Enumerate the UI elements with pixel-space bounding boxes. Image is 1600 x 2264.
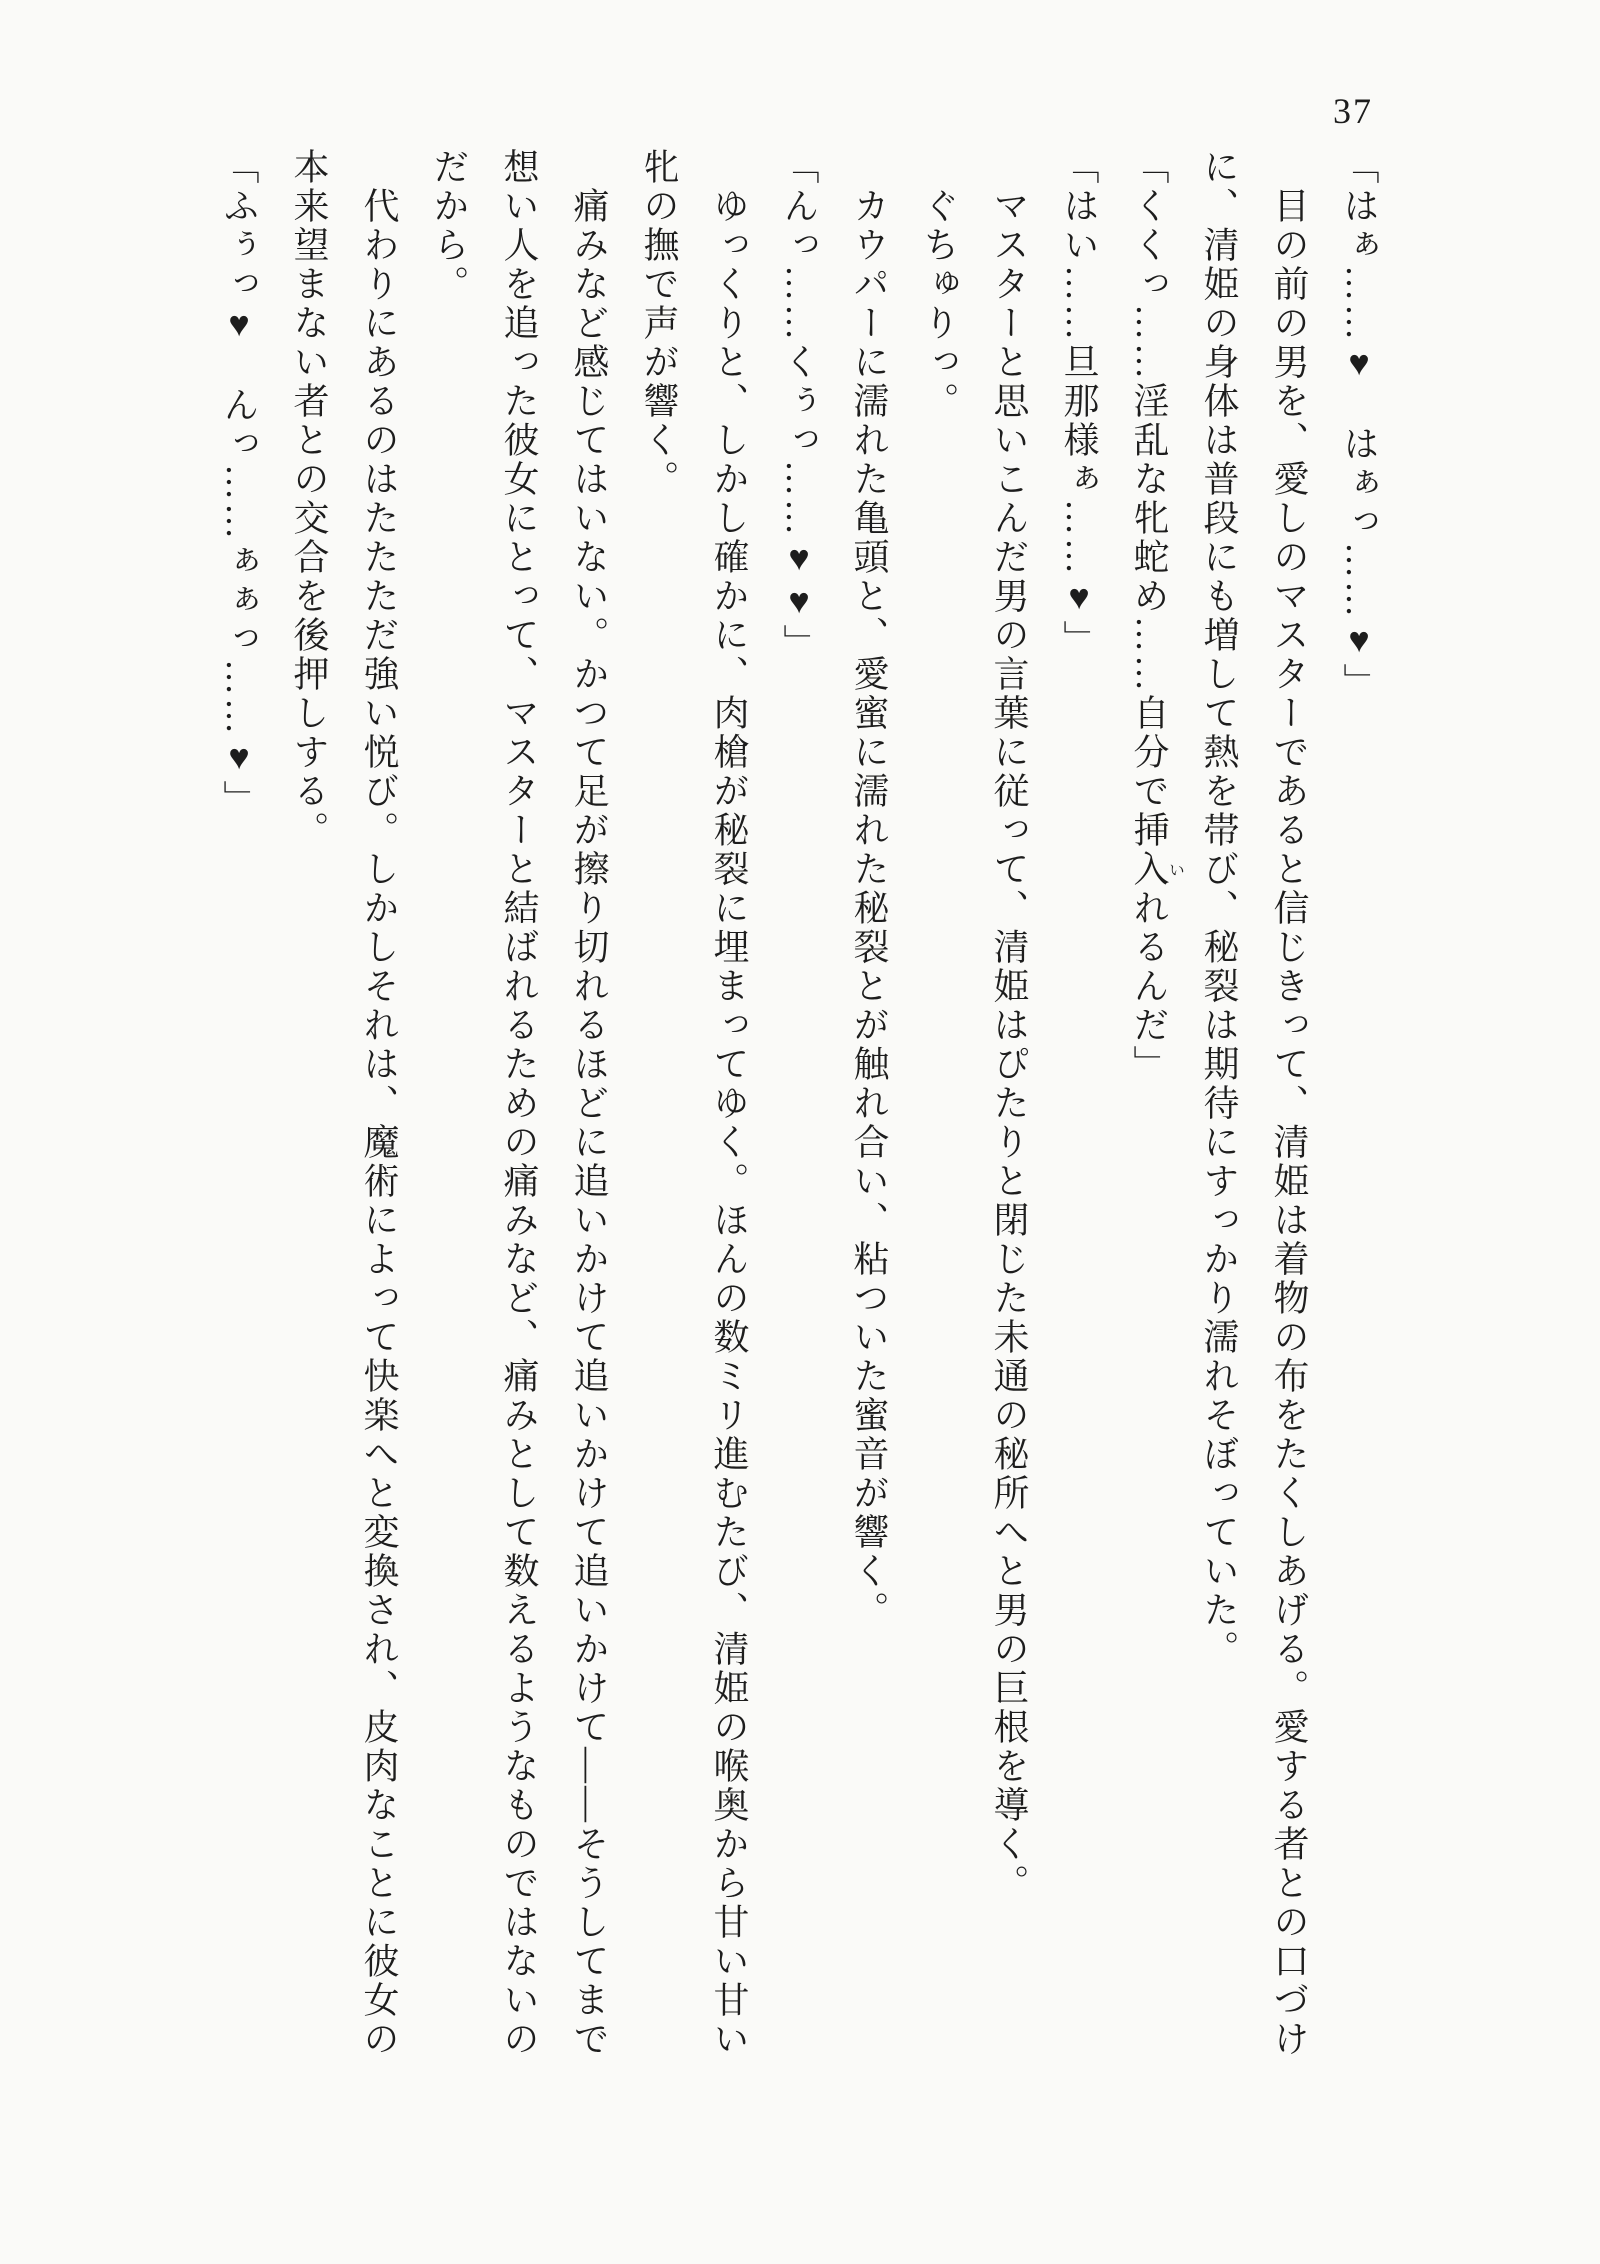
page-number: 37 [1333, 91, 1373, 131]
text-column: 牝の撫で声が響く。 [639, 148, 679, 499]
text-column: ぐちゅりっ。 [919, 148, 959, 421]
text-column: だから。 [429, 148, 469, 304]
text-column: 「はぁ……♥ はぁっ……♥」 [1339, 148, 1379, 702]
text-column: 想い人を追った彼女にとって、マスターと結ばれるための痛みなど、痛みとして数えるようなものではないの [499, 148, 539, 2059]
text-column: 「んっ……くぅっ……♥♥」 [779, 148, 819, 663]
text-column: 代わりにあるのはたたただ強い悦び。しかしそれは、魔術によって快楽へと変換され、皮肉なことに彼女の [359, 148, 399, 2059]
ruby-annotated-kanji: 入い [1129, 850, 1184, 889]
text-column: 「くくっ……淫乱な牝蛇め……自分で挿入いれるんだ」 [1129, 148, 1184, 1084]
text-column: 目の前の男を、愛しのマスターであると信じきって、清姫は着物の布をたくしあげる。愛する者との口づけ [1269, 148, 1309, 2059]
text-column: に、清姫の身体は普段にも増して熱を帯び、秘裂は期待にすっかり濡れそぼっていた。 [1199, 148, 1239, 1669]
text-column: 痛みなど感じてはいない。かつて足が擦り切れるほどに追いかけて追いかけて追いかけて――そうしてまで [569, 148, 609, 2059]
text-column: 「はい……旦那様ぁ……♥」 [1059, 148, 1099, 659]
text-column: マスターと思いこんだ男の言葉に従って、清姫はぴたりと閉じた未通の秘所へと男の巨根を導く。 [989, 148, 1029, 1903]
text-column: カウパーに濡れた亀頭と、愛蜜に濡れた秘裂とが触れ合い、粘ついた蜜音が響く。 [849, 148, 889, 1630]
text-column: ゆっくりと、しかし確かに、肉槍が秘裂に埋まってゆく。ほんの数ミリ進むたび、清姫の喉奥から甘い甘い [709, 148, 749, 2059]
text-column: 「ふぅっ♥ んっ……ぁぁっ……♥」 [219, 148, 259, 819]
page-text [204, 148, 1394, 2143]
text-column: 本来望まない者との交合を後押しする。 [289, 148, 329, 850]
